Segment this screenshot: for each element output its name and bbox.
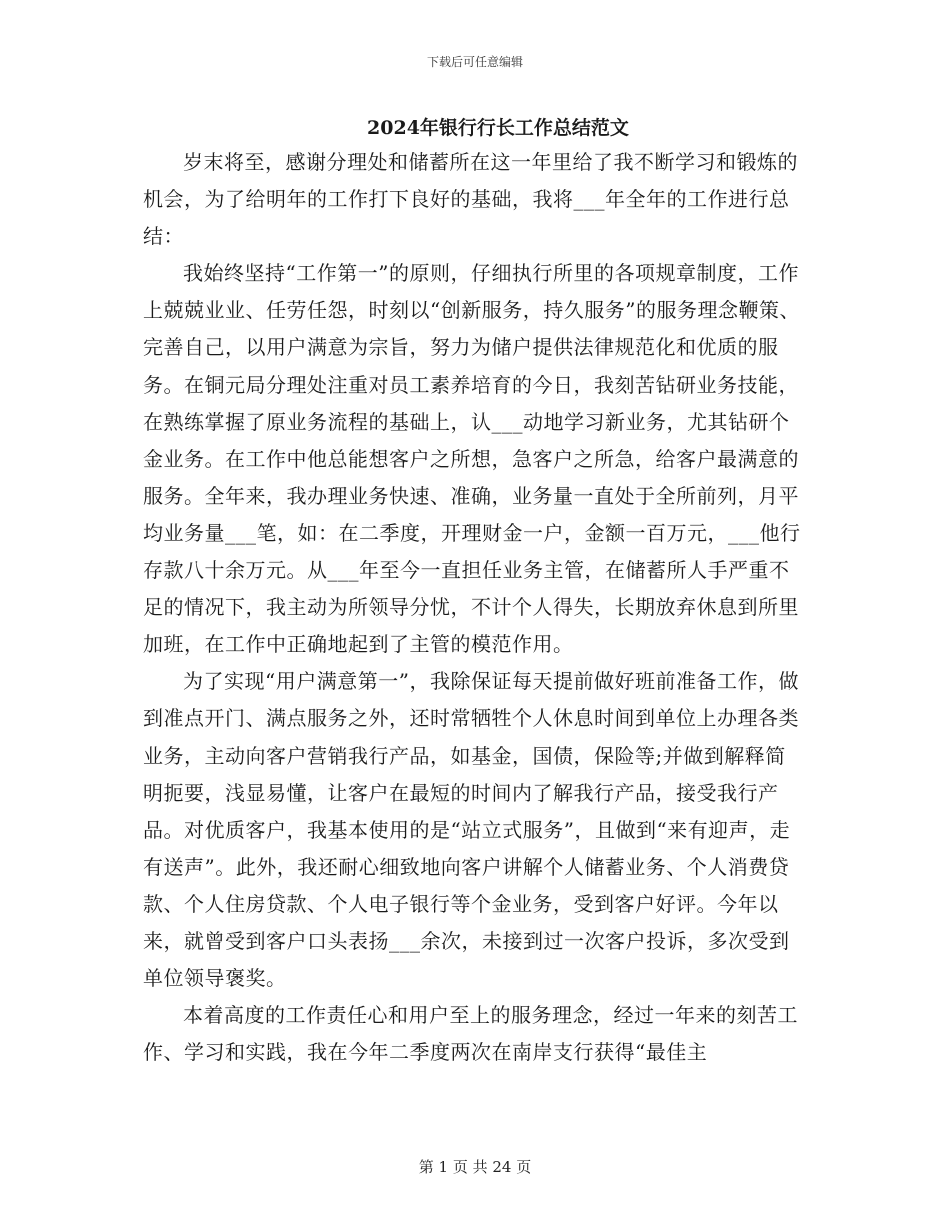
page-number: 第 1 页 共 24 页 (418, 1158, 532, 1176)
paragraph: 为了实现“用户满意第一”，我除保证每天提前做好班前准备工作，做到准点开门、满点服务之外，还时常牺牲个人休息时间到单位上办理各类业务，主动向客户营销我行产品，如基金，国债，保险等;并做到解释简明扼要，浅显易懂，让客户在最短的时间内了解我行产品，接受我行产品。对优质客户，我基本使用的是“站立式服务”，且做到“来有迎声，走有送声”。此外，我还耐心细致地向客户讲解个人储蓄业务、个人消费贷款、个人住房贷款、个人电子银行等个金业务，受到客户好评。今年以来，就曾受到客户口头表扬___余次，未接到过一次客户投诉，多次受到单位领导褒奖。 (143, 669, 799, 991)
download-note: 下载后可任意编辑 (426, 55, 523, 69)
document-title: 2024年银行行长工作总结范文 (367, 117, 629, 139)
paragraph: 本着高度的工作责任心和用户至上的服务理念，经过一年来的刻苦工作、学习和实践，我在今年二季度两次在南岸支行获得“最佳主 (143, 1003, 798, 1065)
paragraph: 岁末将至，感谢分理处和储蓄所在这一年里给了我不断学习和锻炼的机会，为了给明年的工作打下良好的基础，我将___年全年的工作进行总结： (143, 150, 798, 249)
paragraph: 我始终坚持“工作第一”的原则，仔细执行所里的各项规章制度，工作上兢兢业业、任劳任怨，时刻以“创新服务，持久服务”的服务理念鞭策、完善自己，以用户满意为宗旨，努力为储户提供法律规范化和优质的服务。在铜元局分理处注重对员工素养培育的今日，我刻苦钻研业务技能，在熟练掌握了原业务流程的基础上，认___动地学习新业务，尤其钻研个金业务。在工作中他总能想客户之所想，急客户之所急，给客户最满意的服务。全年来，我办理业务快速、准确，业务量一直处于全所前列，月平均业务量___笔，如：在二季度，开理财金一户，金额一百万元，___他行存款八十余万元。从___年至今一直担任业务主管，在储蓄所人手严重不足的情况下，我主动为所领导分忧，不计个人得失，长期放弃休息到所里加班，在工作中正确地起到了主管的模范作用。 (143, 261, 801, 657)
document-body (143, 144, 803, 1071)
